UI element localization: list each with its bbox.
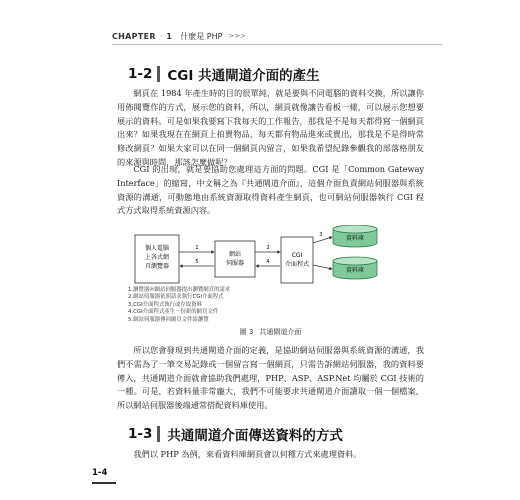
chapter-label: CHAPTER — [112, 31, 156, 41]
arrow-number-2: 2 — [266, 245, 270, 251]
cgi-label-line-2: 介面程式 — [284, 261, 310, 268]
figure-caption — [117, 327, 424, 337]
paragraph-4: 我們以 PHP 為例，來看資料庫網頁會以何種方式來處理資料。 — [133, 449, 362, 459]
paragraph-2: CGI 的出現，就是要協助您處理這方面的問題。CGI 是「Common Gateway Interface」的縮寫，中文稱之為『共通閘道介面』，這個介面負責網站伺服器與系統資源的溝通，可動態地由系統資源取得資料產生網頁，也可網站伺服器執行 CGI 程式方式取得系統資源內容。 — [117, 164, 424, 216]
chapter-separator: · — [159, 31, 163, 41]
database-label-2: 資料庫 — [345, 267, 365, 274]
database-icon-2 — [333, 257, 377, 279]
paragraph-1: 網頁在 1984 年產生時的目的很單純，就是要與不同電腦的資料交換，所以讓你用佈閱覽作的方式，展示您的資料，所以，網頁就像讓告看板一樣，可以展示您想要展示的資料。可是如果我要寫下我每天的工作報告，那我是不是每天都得寫一個網頁出來？如果我現在在網頁上拍賣物品，每天都有物品進來或賣出，那我是不是得時常修改網頁？如果大家可以在同一個網頁內留言，如果我希望紀錄參觀我的部落格朋友的來源與時間，那該怎麼做呢？ — [117, 88, 424, 167]
client-label-line-1: 個人電腦 — [144, 245, 170, 252]
section-title: 共通閘道介面傳送資料的方式 — [167, 428, 343, 444]
page-number: 1-4 — [92, 468, 108, 478]
database-label-1: 資料庫 — [345, 235, 365, 242]
arrow-number-3: 3 — [319, 232, 323, 238]
client-label-line-2: 上各式網 — [144, 254, 170, 261]
section-number: 1-2 — [128, 66, 153, 82]
arrow-number-1: 1 — [195, 245, 199, 251]
server-box — [215, 241, 255, 277]
legend-item: 3.CGI介面程式執行或存取資料 — [128, 301, 202, 308]
server-label-line-1: 網站 — [228, 251, 242, 258]
legend-item: 4.CGI介面程式產生一份新的網頁文件 — [128, 309, 219, 316]
legend-item: 2.網站伺服器依照請求執行CGI介面程式 — [128, 294, 224, 301]
cgi-box — [281, 237, 313, 283]
arrow-number-4: 4 — [266, 259, 270, 265]
arrow-number-5: 5 — [195, 259, 199, 265]
section-heading-1-3 — [128, 424, 343, 444]
figure-number: 圖 3 — [239, 328, 254, 336]
header-rule — [112, 44, 442, 45]
section-title: CGI 共通閘道介面的產生 — [167, 68, 320, 84]
paragraph-3: 所以您會發現到共通閘道介面的定義，是協助網站伺服器與系統資源的溝通，我們不需為了一筆交易記錄或一個留言寫一個網頁，只需告訴網站伺服器，我的資料要傳入，共通閘道介面就會協助我們處理，PHP、ASP、ASP.Net 均屬於 CGI 技術的一種。可是，若資料量非常龐大，我們不可能要求共通閘道介面讀取一個一個檔案，所以網站伺服器後端通常搭配資料庫使用。 — [117, 345, 424, 411]
chapter-header — [112, 28, 412, 44]
section-bar — [157, 66, 160, 82]
section-heading-1-2 — [128, 64, 320, 84]
legend-item: 5.網站伺服器傳回網頁文件給瀏覽 — [128, 316, 209, 323]
diagram-legend — [128, 287, 348, 324]
server-label-line-2: 伺服器 — [225, 260, 245, 267]
legend-item: 1.瀏覽器向網站伺服器提出瀏覽網頁的請求 — [128, 287, 231, 293]
chapter-arrows: >>> — [228, 32, 247, 40]
page-number-rule — [92, 482, 116, 484]
database-icon-1 — [333, 225, 377, 247]
chapter-title: 什麼是 PHP — [180, 31, 223, 41]
section-number: 1-3 — [128, 426, 153, 442]
figure-caption-text: 共通閘道介面 — [259, 328, 302, 336]
cgi-label-line-1: CGI — [291, 252, 303, 259]
section-bar — [157, 426, 160, 442]
client-label-line-3: 頁瀏覽器 — [144, 263, 170, 270]
arrow-3b — [313, 265, 332, 269]
chapter-number: 1 — [166, 31, 173, 41]
